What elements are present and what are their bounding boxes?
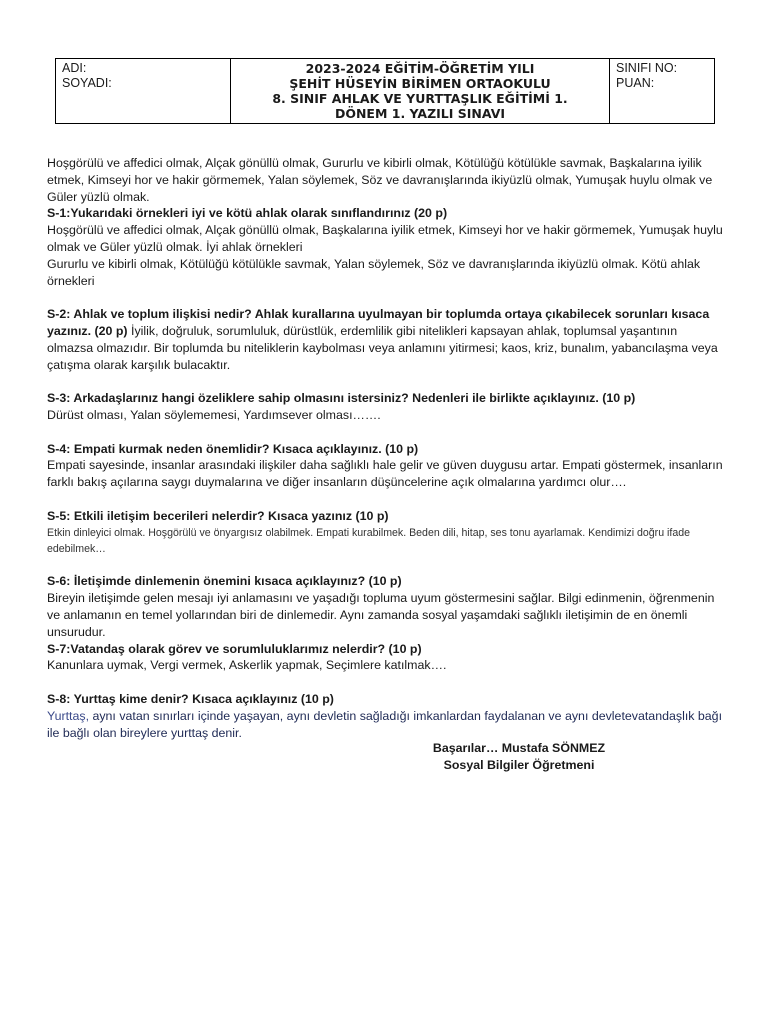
answer-1-bad: Gururlu ve kibirli olmak, Kötülüğü kötülükle savmak, Yalan söylemek, Söz ve davranışlarında ikiyüzlü olmak. Kötü ahlak örnekleri xyxy=(47,256,701,288)
exam-title-line-4: DÖNEM 1. YAZILI SINAVI xyxy=(334,106,506,121)
exam-title-line-2: ŞEHİT HÜSEYİN BİRİMEN ORTAOKULU xyxy=(289,76,551,91)
question-3: S-3: Arkadaşlarınız hangi özeliklere sahip olmasını istersiniz? Nedenleri ile birlikte açıklayınız. (10 p) xyxy=(47,391,636,406)
answer-8-block xyxy=(47,708,725,742)
name-label: ADI: xyxy=(62,61,87,75)
answer-8-lead: Yurttaş, xyxy=(47,708,90,723)
question-5: S-5: Etkili iletişim becerileri nelerdir? Kısaca yazınız (10 p) xyxy=(47,508,389,523)
spacer xyxy=(47,289,725,306)
question-6: S-6: İletişimde dinlemenin önemini kısaca açıklayınız? (10 p) xyxy=(47,574,402,589)
answer-7: Kanunlara uymak, Vergi vermek, Askerlik yapmak, Seçimlere katılmak…. xyxy=(47,658,447,673)
spacer xyxy=(47,424,725,441)
spacer xyxy=(47,373,725,390)
question-2: S-2: Ahlak ve toplum ilişkisi nedir? Ahlak kurallarına uyulmayan bir toplumda ortaya çıkabilecek sorunları kısaca yazınız. (20 p) xyxy=(47,307,710,338)
question-4: S-4: Empati kurmak neden önemlidir? Kısaca açıklayınız. (10 p) xyxy=(47,441,419,456)
question-8: S-8: Yurttaş kime denir? Kısaca açıklayınız (10 p) xyxy=(47,691,334,706)
exam-title-cell xyxy=(231,59,610,124)
spacer xyxy=(47,491,725,508)
exam-title-line-1: 2023-2024 EĞİTİM-ÖĞRETİM YILI xyxy=(305,61,535,76)
surname-label: SOYADI: xyxy=(62,76,112,90)
question-1: S-1:Yukarıdaki örnekleri iyi ve kötü ahlak olarak sınıflandırınız (20 p) xyxy=(47,206,448,221)
class-score-cell xyxy=(610,59,715,124)
signature-line-2: Sosyal Bilgiler Öğretmeni xyxy=(443,758,595,772)
spacer xyxy=(47,557,725,574)
spacer xyxy=(47,674,725,691)
intro-text: Hoşgörülü ve affedici olmak, Alçak gönüllü olmak, Gururlu ve kibirli olmak, Kötülüğü kötülükle savmak, Başkalarına iyilik etmek, Kimseyi hor ve hakir görmemek, Yalan söylemek, Söz ve davranışlarında ikiyüzlü olmak, Yumuşak huylu olmak ve Güler yüzlü olmak. xyxy=(47,156,713,204)
answer-3: Dürüst olması, Yalan söylememesi, Yardımsever olması……. xyxy=(47,407,381,422)
student-name-cell xyxy=(56,59,231,124)
answer-6: Bireyin iletişimde gelen mesajı iyi anlamasını ve yaşadığı topluma uyum göstermesini sağlar. Bilgi edinmenin, öğrenmenin ve anlamanın en temel yollarından biri de dinlemedir. Aynı zamanda sosyal yaşamdaki sağlıklı iletişimin de en önemli unsurudur. xyxy=(47,591,715,639)
question-2-block xyxy=(47,306,725,373)
exam-header-table xyxy=(55,58,715,124)
exam-body xyxy=(47,155,725,741)
answer-5: Etkin dinleyici olmak. Hoşgörülü ve önyargısız olabilmek. Empati kurabilmek. Beden dili, hitap, ses tonu ayarlamak. Kendimizi doğru ifade edebilmek… xyxy=(47,526,690,555)
answer-1-good: Hoşgörülü ve affedici olmak, Alçak gönüllü olmak, Başkalarına iyilik etmek, Kimseyi hor ve hakir görmemek, Yumuşak huylu olmak ve Güler yüzlü olmak. İyi ahlak örnekleri xyxy=(47,223,723,254)
class-number-label: SINIFI NO: xyxy=(616,61,678,75)
question-7: S-7:Vatandaş olarak görev ve sorumluluklarımız nelerdir? (10 p) xyxy=(47,641,422,656)
answer-2: İyilik, doğruluk, sorumluluk, dürüstlük, erdemlilik gibi nitelikleri kapsayan ahlak, toplumsal yaşantının olmazsa olmazıdır. Bir toplumda bu niteliklerin kaybolması veya anlamını yitirmesi; kaos, kriz, bunalım, yabancılaşma veya çatışma olarak karşılık bulacaktır. xyxy=(47,323,718,372)
teacher-signature xyxy=(404,740,634,774)
score-label: PUAN: xyxy=(616,76,655,90)
answer-4: Empati sayesinde, insanlar arasındaki ilişkiler daha sağlıklı hale gelir ve güven duygusu artar. Empati göstermek, insanların farklı bakış açılarına saygı duymalarına ve diğer insanların düşüncelerine açık olmalarına yardımcı olur…. xyxy=(47,458,723,490)
answer-8: aynı vatan sınırları içinde yaşayan, aynı devletin sağladığı imkanlardan faydalanan ve aynı devletevatandaşlık bağı ile bağlı olan bireylere yurttaş denir. xyxy=(47,708,723,740)
exam-title-line-3: 8. SINIF AHLAK VE YURTTAŞLIK EĞİTİMİ 1. xyxy=(272,91,568,106)
signature-line-1: Başarılar… Mustafa SÖNMEZ xyxy=(432,741,606,755)
